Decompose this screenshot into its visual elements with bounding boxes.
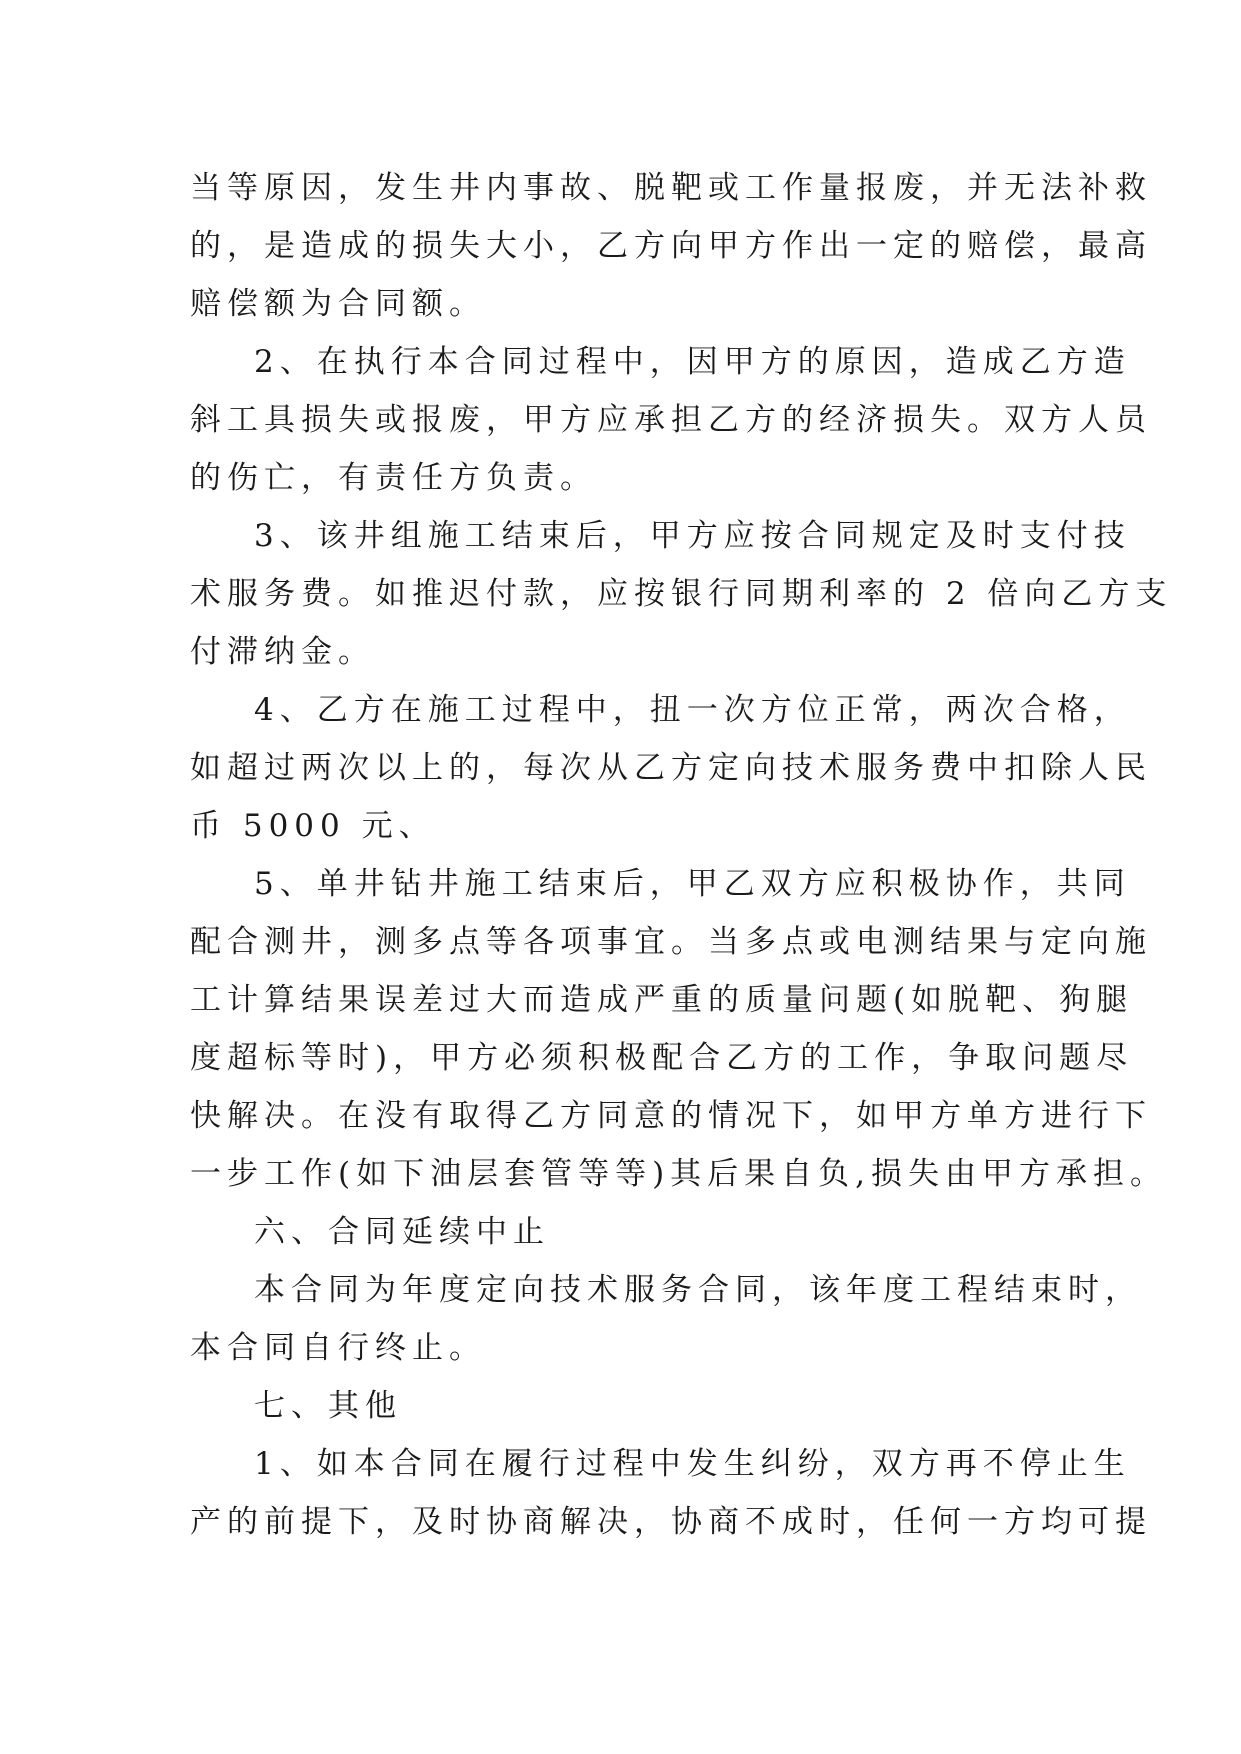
- text-line: 斜工具损失或报废，甲方应承担乙方的经济损失。双方人员: [190, 402, 1152, 438]
- text-line: 产的前提下，及时协商解决，协商不成时，任何一方均可提: [190, 1504, 1152, 1540]
- text-line: 当等原因，发生井内事故、脱靶或工作量报废，并无法补救: [190, 170, 1152, 206]
- section-heading: 七、其他: [254, 1388, 402, 1424]
- text-line: 本合同自行终止。: [190, 1330, 486, 1366]
- text-line: 本合同为年度定向技术服务合同，该年度工程结束时，: [254, 1272, 1142, 1308]
- text-line: 赔偿额为合同额。: [190, 286, 486, 322]
- text-line: 的伤亡，有责任方负责。: [190, 460, 597, 496]
- text-line: 术服务费。如推迟付款，应按银行同期利率的 2 倍向乙方支: [190, 576, 1173, 612]
- text-line: 一步工作(如下油层套管等等)其后果自负,损失由甲方承担。: [190, 1156, 1168, 1192]
- text-line: 付滞纳金。: [190, 634, 375, 670]
- text-line: 工计算结果误差过大而造成严重的质量问题(如脱靶、狗腿: [190, 982, 1134, 1018]
- text-line: 1、如本合同在履行过程中发生纠纷，双方再不停止生: [254, 1446, 1131, 1482]
- text-line: 4、乙方在施工过程中，扭一次方位正常，两次合格，: [254, 692, 1131, 728]
- section-heading: 六、合同延续中止: [254, 1214, 550, 1250]
- text-line: 度超标等时)，甲方必须积极配合乙方的工作，争取问题尽: [190, 1040, 1134, 1076]
- text-line: 快解决。在没有取得乙方同意的情况下，如甲方单方进行下: [190, 1098, 1152, 1134]
- text-line: 2、在执行本合同过程中，因甲方的原因，造成乙方造: [254, 344, 1131, 380]
- text-line: 的，是造成的损失大小，乙方向甲方作出一定的赔偿，最高: [190, 228, 1152, 264]
- text-line: 5、单井钻井施工结束后，甲乙双方应积极协作，共同: [254, 866, 1131, 902]
- text-line: 如超过两次以上的，每次从乙方定向技术服务费中扣除人民: [190, 750, 1152, 786]
- text-line: 3、该井组施工结束后，甲方应按合同规定及时支付技: [254, 518, 1131, 554]
- text-line: 币 5000 元、: [190, 808, 436, 844]
- text-line: 配合测井，测多点等各项事宜。当多点或电测结果与定向施: [190, 924, 1152, 960]
